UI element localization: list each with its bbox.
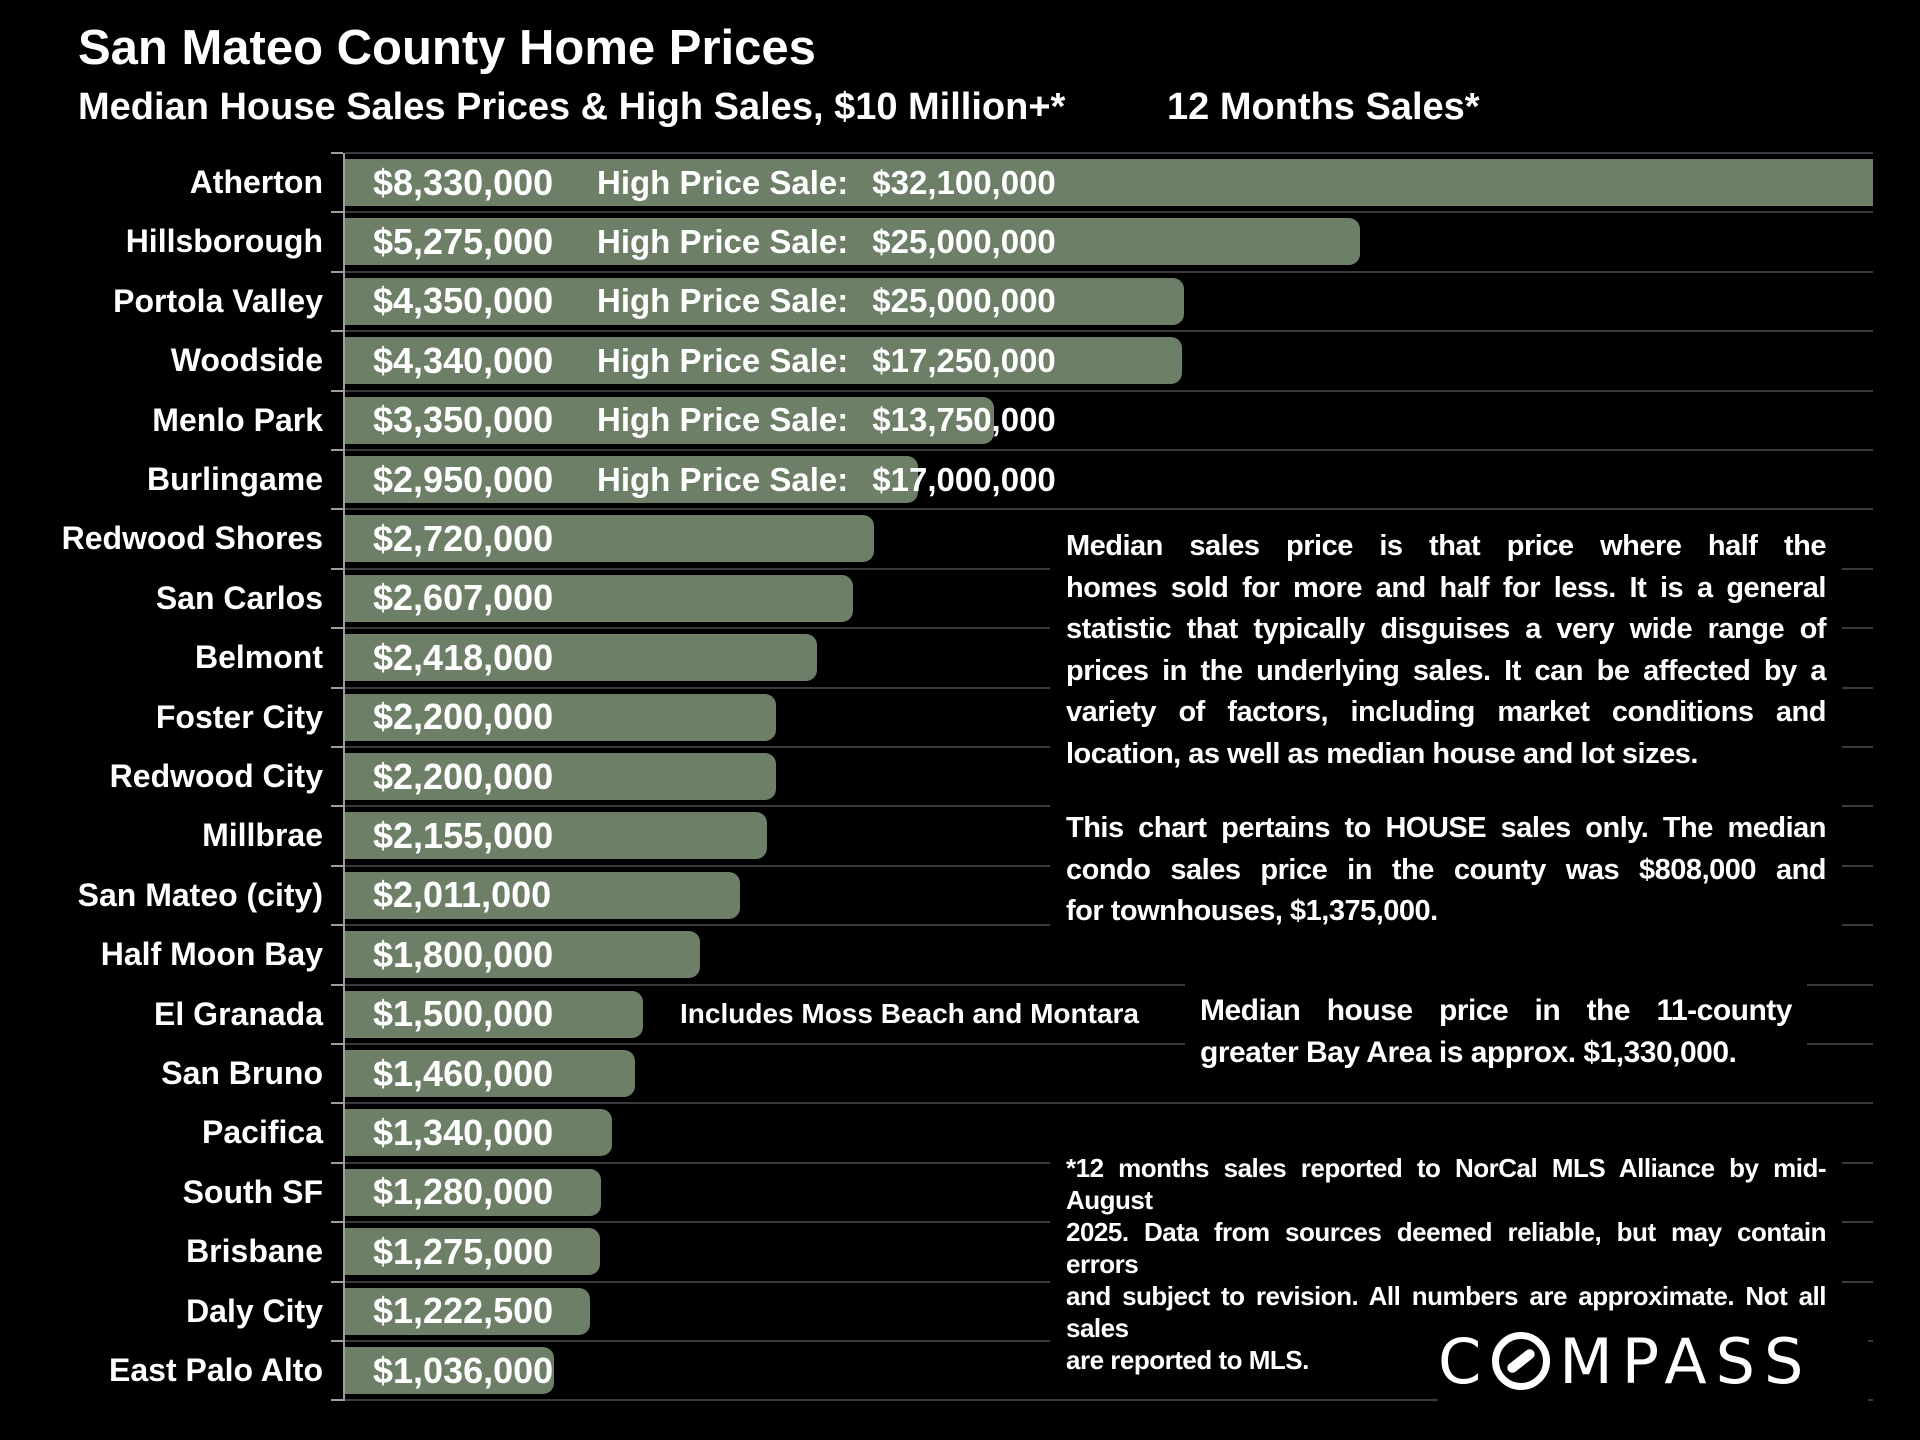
bar-value-label: $2,418,000 [373,636,554,678]
bar-value-label: $2,950,000 [373,458,554,500]
bar-value-label: $3,350,000 [373,399,554,441]
bar-value-label: $1,275,000 [373,1230,554,1272]
axis-tick [331,1340,343,1342]
high-price-sale-amount: $17,000,000 [872,460,1056,498]
text-line: prices in the underlying sales. It can be affected by a [1066,654,1826,687]
text-line: 2025. Data from sources deemed reliable, but may contain errors [1066,1217,1826,1279]
city-label: El Granada [154,995,323,1032]
text-line: condo sales price in the county was $808,000 and [1066,853,1826,886]
bar-value-label: $2,011,000 [373,874,552,916]
high-price-sale-amount: $17,250,000 [872,341,1056,379]
high-price-sale-amount: $25,000,000 [872,222,1056,260]
chart-row [146,450,1873,509]
bar-value-label: $1,280,000 [373,1171,554,1213]
text-line: Median sales price is that price where half the [1066,530,1826,562]
chart-row [170,331,1873,390]
high-price-sale [597,278,1056,325]
bar-value-label: $2,607,000 [373,577,554,619]
city-label: Redwood Shores [61,520,323,557]
bar-value-label: $1,340,000 [373,1111,554,1153]
axis-tick [331,984,343,986]
bar-value-label: $2,200,000 [373,755,554,797]
axis-tick [331,746,343,748]
axis-tick [331,211,343,213]
bar-value-label: $4,340,000 [373,339,554,381]
bar-value-label: $2,720,000 [373,517,554,559]
axis-tick [331,271,343,273]
compass-logo-o-icon [1492,1332,1550,1390]
bar-value-label: $1,222,500 [373,1290,554,1332]
compass-logo-text-pre: C [1438,1324,1491,1398]
bar [345,159,1873,206]
text-line: location, as well as median house and lot sizes. [1066,737,1698,770]
text-line: greater Bay Area is approx. $1,330,000. [1200,1036,1737,1069]
city-label: Hillsborough [125,223,323,260]
chart-row [152,391,1873,450]
compass-logo [1438,1318,1868,1404]
city-label: Pacifica [202,1114,323,1151]
high-price-sale-prefix: High Price Sale: [597,401,849,439]
high-price-sale-prefix: High Price Sale: [597,460,849,498]
bar-value-label: $2,155,000 [373,814,554,856]
note-median-definition [1050,520,1842,781]
axis-tick [331,449,343,451]
high-price-sale-amount: $32,100,000 [872,163,1056,201]
text-line: and subject to revision. All numbers are approximate. Not all sales [1066,1281,1826,1343]
axis-tick [331,627,343,629]
axis-tick [331,1399,343,1401]
city-label: Menlo Park [152,401,323,438]
high-price-sale-prefix: High Price Sale: [597,222,849,260]
text-line: homes sold for more and half for less. It is a general [1066,571,1826,604]
page-title: San Mateo County Home Prices [78,21,816,75]
high-price-sale-amount: $13,750,000 [872,401,1056,439]
bar-value-label: $2,200,000 [373,696,554,738]
bar-value-label: $8,330,000 [373,161,554,203]
city-label: Redwood City [109,758,323,794]
city-label: South SF [182,1173,323,1210]
axis-tick [331,152,343,154]
city-label: East Palo Alto [109,1352,323,1388]
city-label: Daly City [186,1292,323,1329]
chart-row [189,153,1873,212]
axis-tick [331,390,343,392]
axis-tick [331,1162,343,1164]
bar-value-label: $1,460,000 [373,1052,554,1094]
axis-tick [331,865,343,867]
city-label: San Mateo (city) [77,876,323,913]
high-price-sale [597,337,1056,384]
bar-value-label: $1,036,000 [373,1349,554,1391]
axis-tick [331,508,343,510]
text-line: for townhouses, $1,375,000. [1066,895,1438,927]
text-line: statistic that typically disguises a very wide range of [1066,613,1826,645]
axis-tick [331,1281,343,1283]
axis-tick [331,805,343,807]
high-price-sale [597,218,1056,265]
axis-tick [331,568,343,570]
text-line: variety of factors, including market conditions and [1066,696,1826,728]
high-price-sale-amount: $25,000,000 [872,282,1056,320]
city-label: Brisbane [186,1233,323,1270]
city-label: Half Moon Bay [100,936,323,973]
axis-tick [331,1221,343,1223]
axis-tick [331,1102,343,1104]
city-label: San Carlos [155,579,323,616]
chart-row [113,272,1873,331]
city-label: Foster City [155,698,323,735]
bar-value-label: $5,275,000 [373,220,554,262]
text-line: Median house price in the 11-county [1200,994,1792,1027]
compass-needle-icon [1506,1347,1537,1375]
city-label: Woodside [170,342,323,379]
bar-value-label: $4,350,000 [373,280,554,322]
text-line: This chart pertains to HOUSE sales only. The median [1066,812,1826,844]
high-price-sale-prefix: High Price Sale: [597,341,849,379]
city-label: San Bruno [161,1055,323,1091]
text-line: *12 months sales reported to NorCal MLS Alliance by mid-August [1066,1153,1826,1215]
bar-value-label: $1,500,000 [373,993,554,1035]
high-price-sale [597,397,1056,444]
axis-tick [331,924,343,926]
chart-row [125,212,1873,271]
high-price-sale-prefix: High Price Sale: [597,282,849,320]
bar-value-label: $1,800,000 [373,933,554,975]
right-axis-label: 12 Months Sales* [1167,86,1480,128]
bar-annotation: Includes Moss Beach and Montara [680,998,1139,1030]
city-label: Burlingame [146,461,323,497]
text-line: are reported to MLS. [1066,1345,1309,1375]
page-subtitle: Median House Sales Prices & High Sales, $10 Million+* [78,86,1066,128]
high-price-sale [597,159,1056,206]
city-label: Portola Valley [113,282,323,319]
city-label: Millbrae [202,817,323,854]
high-price-sale-prefix: High Price Sale: [597,163,849,201]
city-label: Belmont [195,639,323,676]
note-bay-area [1185,984,1807,1080]
axis-tick [331,330,343,332]
city-label: Atherton [189,164,323,200]
axis-tick [331,1043,343,1045]
axis-tick [331,687,343,689]
compass-logo-text-post: MPASS [1559,1324,1813,1398]
note-house-sales [1050,802,1842,939]
high-price-sale [597,456,1056,503]
